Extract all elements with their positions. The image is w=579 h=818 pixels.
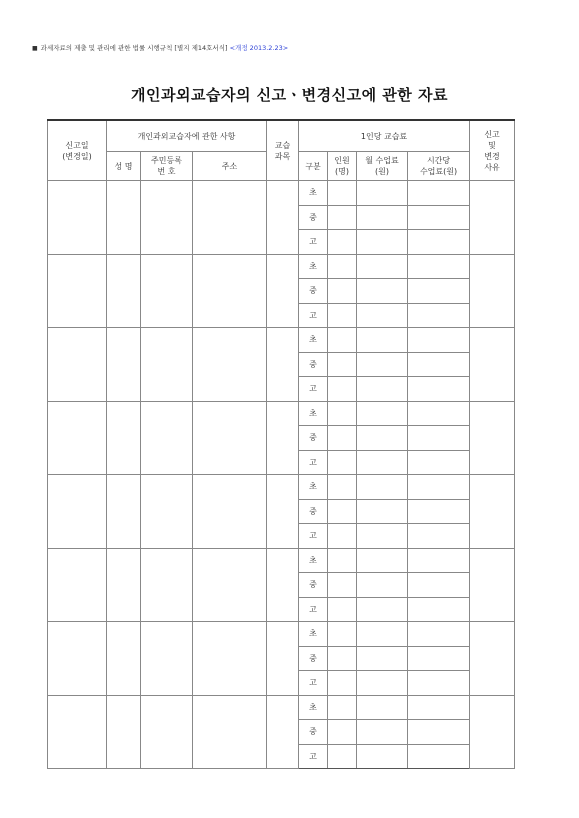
hourly-fee-field[interactable] [408, 499, 470, 524]
form-law-reference: 과세자료의 제출 및 관리에 관한 법률 시행규칙 [별지 제14호서식] [40, 44, 228, 52]
level-label: 중 [299, 499, 328, 524]
record-row [48, 254, 515, 279]
monthly-fee-field[interactable] [357, 744, 408, 769]
monthly-fee-field[interactable] [357, 230, 408, 255]
level-label: 초 [299, 401, 328, 426]
students-field[interactable] [328, 328, 357, 353]
rrn-field[interactable] [141, 622, 193, 696]
revision-date: <개정 2013.2.23> [229, 44, 289, 52]
students-field[interactable] [328, 426, 357, 451]
header-fee-group: 1인당 교습료 [299, 120, 470, 152]
level-label: 초 [299, 622, 328, 647]
students-field[interactable] [328, 181, 357, 206]
hourly-fee-field[interactable] [408, 450, 470, 475]
level-label: 초 [299, 475, 328, 500]
monthly-fee-field[interactable] [357, 181, 408, 206]
header-name: 성 명 [107, 152, 141, 181]
hourly-fee-field[interactable] [408, 254, 470, 279]
reason-field[interactable] [470, 695, 515, 769]
document-title: 개인과외교습자의 신고ㆍ변경신고에 관한 자료 [131, 86, 448, 104]
students-field[interactable] [328, 622, 357, 647]
report-date-field[interactable] [48, 181, 107, 255]
level-label: 중 [299, 352, 328, 377]
level-label: 고 [299, 524, 328, 549]
students-field[interactable] [328, 475, 357, 500]
hourly-fee-field[interactable] [408, 548, 470, 573]
students-field[interactable] [328, 254, 357, 279]
students-field[interactable] [328, 401, 357, 426]
name-field[interactable] [107, 622, 141, 696]
monthly-fee-field[interactable] [357, 695, 408, 720]
address-field[interactable] [193, 254, 267, 328]
monthly-fee-field[interactable] [357, 524, 408, 549]
monthly-fee-field[interactable] [357, 205, 408, 230]
hourly-fee-field[interactable] [408, 205, 470, 230]
level-label: 고 [299, 303, 328, 328]
address-field[interactable] [193, 181, 267, 255]
name-field[interactable] [107, 181, 141, 255]
header-address: 주소 [193, 152, 267, 181]
hourly-fee-field[interactable] [408, 671, 470, 696]
reason-field[interactable] [470, 622, 515, 696]
monthly-fee-field[interactable] [357, 450, 408, 475]
report-date-field[interactable] [48, 328, 107, 402]
record-row [48, 695, 515, 720]
students-field[interactable] [328, 573, 357, 598]
report-date-field[interactable] [48, 254, 107, 328]
level-label: 고 [299, 671, 328, 696]
rrn-field[interactable] [141, 254, 193, 328]
level-label: 초 [299, 254, 328, 279]
monthly-fee-field[interactable] [357, 401, 408, 426]
name-field[interactable] [107, 401, 141, 475]
hourly-fee-field[interactable] [408, 744, 470, 769]
students-field[interactable] [328, 450, 357, 475]
report-date-field[interactable] [48, 695, 107, 769]
level-label: 고 [299, 377, 328, 402]
reason-field[interactable] [470, 548, 515, 622]
header-monthly-fee: 월 수업료 (원) [357, 152, 408, 181]
header-hourly-fee: 시간당 수업료(원) [408, 152, 470, 181]
hourly-fee-field[interactable] [408, 524, 470, 549]
rrn-field[interactable] [141, 328, 193, 402]
subject-field[interactable] [267, 181, 299, 255]
students-field[interactable] [328, 205, 357, 230]
monthly-fee-field[interactable] [357, 622, 408, 647]
students-field[interactable] [328, 744, 357, 769]
reason-field[interactable] [470, 328, 515, 402]
header-students: 인원 (명) [328, 152, 357, 181]
students-field[interactable] [328, 303, 357, 328]
subject-field[interactable] [267, 622, 299, 696]
report-date-field[interactable] [48, 548, 107, 622]
hourly-fee-field[interactable] [408, 720, 470, 745]
subject-field[interactable] [267, 695, 299, 769]
record-row [48, 181, 515, 206]
level-label: 고 [299, 744, 328, 769]
monthly-fee-field[interactable] [357, 671, 408, 696]
students-field[interactable] [328, 279, 357, 304]
hourly-fee-field[interactable] [408, 377, 470, 402]
students-field[interactable] [328, 671, 357, 696]
hourly-fee-field[interactable] [408, 279, 470, 304]
students-field[interactable] [328, 352, 357, 377]
hourly-fee-field[interactable] [408, 597, 470, 622]
report-table [47, 119, 515, 769]
header-reason: 신고 및 변경 사유 [470, 120, 515, 181]
subject-field[interactable] [267, 548, 299, 622]
hourly-fee-field[interactable] [408, 401, 470, 426]
report-date-field[interactable] [48, 622, 107, 696]
students-field[interactable] [328, 720, 357, 745]
level-label: 중 [299, 720, 328, 745]
monthly-fee-field[interactable] [357, 475, 408, 500]
header-tutor-info-group: 개인과외교습자에 관한 사항 [107, 120, 267, 152]
rrn-field[interactable] [141, 475, 193, 549]
level-label: 초 [299, 181, 328, 206]
record-row [48, 401, 515, 426]
reason-field[interactable] [470, 181, 515, 255]
students-field[interactable] [328, 377, 357, 402]
monthly-fee-field[interactable] [357, 720, 408, 745]
hourly-fee-field[interactable] [408, 695, 470, 720]
address-field[interactable] [193, 695, 267, 769]
subject-field[interactable] [267, 254, 299, 328]
name-field[interactable] [107, 475, 141, 549]
monthly-fee-field[interactable] [357, 426, 408, 451]
hourly-fee-field[interactable] [408, 181, 470, 206]
subject-field[interactable] [267, 475, 299, 549]
students-field[interactable] [328, 524, 357, 549]
header-rrn: 주민등록 번 호 [141, 152, 193, 181]
level-label: 중 [299, 426, 328, 451]
record-row [48, 548, 515, 573]
report-date-field[interactable] [48, 401, 107, 475]
address-field[interactable] [193, 328, 267, 402]
monthly-fee-field[interactable] [357, 499, 408, 524]
hourly-fee-field[interactable] [408, 622, 470, 647]
subject-field[interactable] [267, 401, 299, 475]
hourly-fee-field[interactable] [408, 352, 470, 377]
record-row [48, 328, 515, 353]
hourly-fee-field[interactable] [408, 303, 470, 328]
level-label: 중 [299, 279, 328, 304]
name-field[interactable] [107, 548, 141, 622]
monthly-fee-field[interactable] [357, 303, 408, 328]
name-field[interactable] [107, 328, 141, 402]
hourly-fee-field[interactable] [408, 475, 470, 500]
rrn-field[interactable] [141, 548, 193, 622]
hourly-fee-field[interactable] [408, 230, 470, 255]
monthly-fee-field[interactable] [357, 352, 408, 377]
monthly-fee-field[interactable] [357, 646, 408, 671]
level-label: 중 [299, 573, 328, 598]
students-field[interactable] [328, 646, 357, 671]
students-field[interactable] [328, 695, 357, 720]
rrn-field[interactable] [141, 181, 193, 255]
monthly-fee-field[interactable] [357, 254, 408, 279]
square-bullet-icon: ■ [32, 45, 38, 52]
report-date-field[interactable] [48, 475, 107, 549]
level-label: 고 [299, 230, 328, 255]
monthly-fee-field[interactable] [357, 573, 408, 598]
rrn-field[interactable] [141, 695, 193, 769]
rrn-field[interactable] [141, 401, 193, 475]
address-field[interactable] [193, 475, 267, 549]
level-label: 중 [299, 205, 328, 230]
record-row [48, 475, 515, 500]
address-field[interactable] [193, 401, 267, 475]
header-subject: 교습 과목 [267, 120, 299, 181]
reason-field[interactable] [470, 254, 515, 328]
monthly-fee-field[interactable] [357, 328, 408, 353]
level-label: 초 [299, 328, 328, 353]
students-field[interactable] [328, 548, 357, 573]
students-field[interactable] [328, 597, 357, 622]
name-field[interactable] [107, 254, 141, 328]
students-field[interactable] [328, 230, 357, 255]
reason-field[interactable] [470, 475, 515, 549]
level-label: 초 [299, 548, 328, 573]
name-field[interactable] [107, 695, 141, 769]
level-label: 중 [299, 646, 328, 671]
form-reference-note [32, 43, 288, 52]
monthly-fee-field[interactable] [357, 548, 408, 573]
reason-field[interactable] [470, 401, 515, 475]
students-field[interactable] [328, 499, 357, 524]
hourly-fee-field[interactable] [408, 328, 470, 353]
hourly-fee-field[interactable] [408, 426, 470, 451]
address-field[interactable] [193, 622, 267, 696]
address-field[interactable] [193, 548, 267, 622]
hourly-fee-field[interactable] [408, 573, 470, 598]
hourly-fee-field[interactable] [408, 646, 470, 671]
monthly-fee-field[interactable] [357, 597, 408, 622]
monthly-fee-field[interactable] [357, 377, 408, 402]
header-division: 구분 [299, 152, 328, 181]
level-label: 초 [299, 695, 328, 720]
subject-field[interactable] [267, 328, 299, 402]
level-label: 고 [299, 450, 328, 475]
header-report-date: 신고일 (변경일) [48, 120, 107, 181]
monthly-fee-field[interactable] [357, 279, 408, 304]
level-label: 고 [299, 597, 328, 622]
record-row [48, 622, 515, 647]
